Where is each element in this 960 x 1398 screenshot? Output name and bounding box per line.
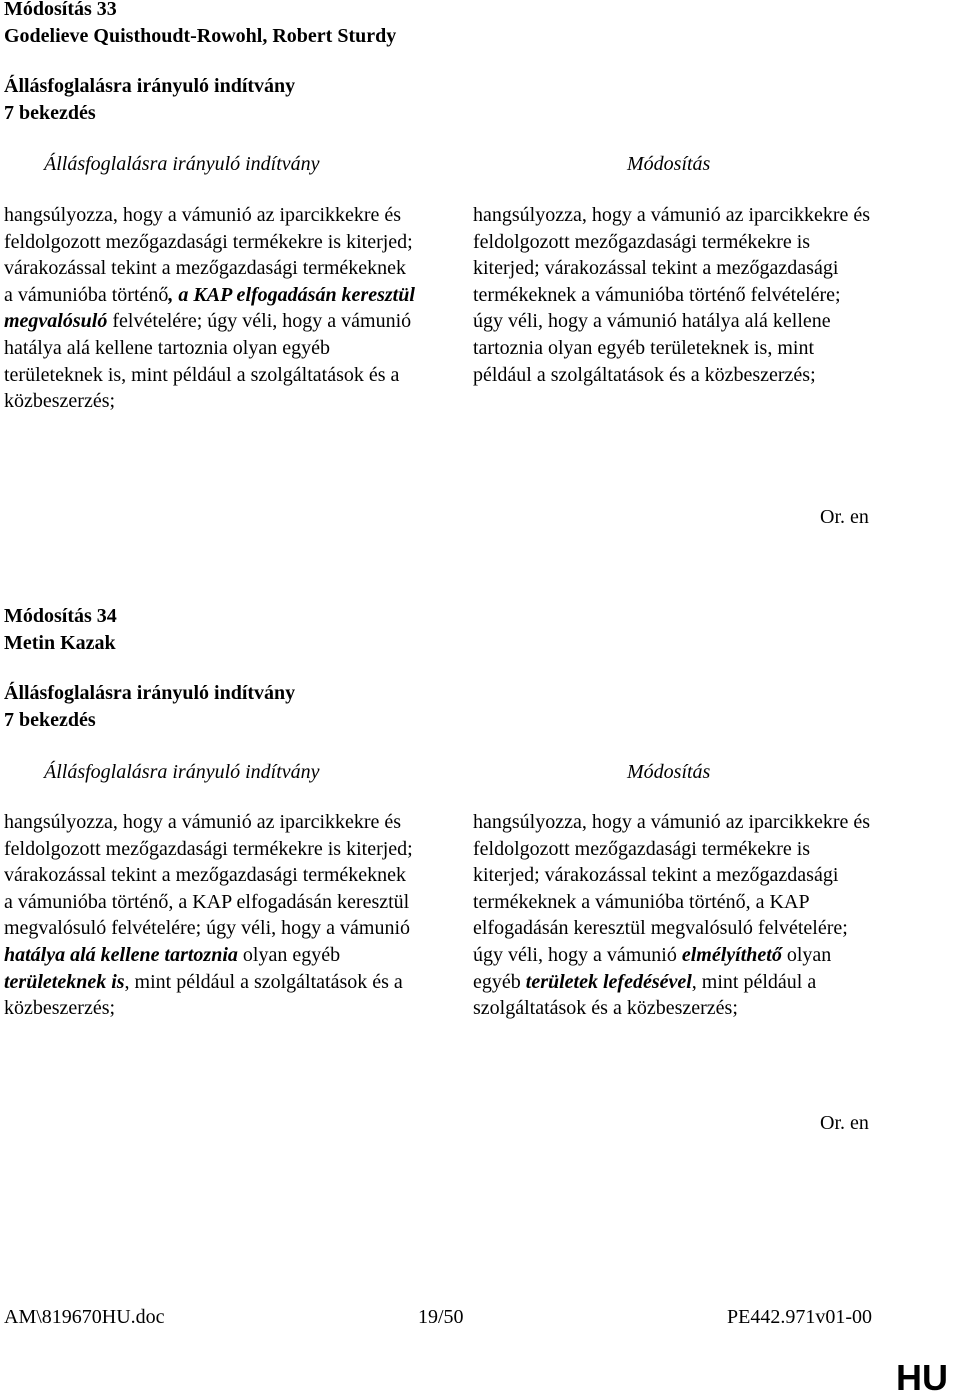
amendment-33-authors: Godelieve Quisthoudt-Rowohl, Robert Sturdy <box>4 25 397 47</box>
text-segment: , mint például a szolgáltatások és a közbeszerzés; <box>4 970 403 1020</box>
text-segment: , a KAP elfogadásán keresztül megvalósuló <box>4 283 415 333</box>
language-code: HU <box>896 1357 948 1398</box>
text-segment: hatálya alá kellene tartoznia <box>4 943 238 966</box>
amendment-34-number: Módosítás 34 <box>4 605 117 627</box>
text-segment: hangsúlyozza, hogy a vámunió az iparcikkekre és feldolgozott mezőgazdasági termékekre is kiterjed; várakozással tekint a mezőgazdasági termékeknek a vámunióba történő, a KAP elfogadásán keresztül megvalósuló felvételére; úgy véli, hogy a vámunió <box>473 811 871 966</box>
amendment-34-left-header: Állásfoglalásra irányuló indítvány <box>44 761 320 783</box>
amendment-34-original-text <box>4 809 416 1022</box>
text-segment: hangsúlyozza, hogy a vámunió az iparcikkekre és feldolgozott mezőgazdasági termékekre is kiterjed; várakozással tekint a mezőgazdasági termékeknek a vámunióba történő <box>4 204 413 306</box>
amendment-33-paragraph: 7 bekezdés <box>4 102 96 124</box>
amendment-34-original-language: Or. en <box>820 1112 869 1134</box>
text-segment: olyan egyéb <box>237 943 341 966</box>
amendment-33-right-header: Módosítás <box>627 153 711 175</box>
text-segment: területeknek is <box>4 970 125 993</box>
amendment-34-doc-type: Állásfoglalásra irányuló indítvány <box>4 682 296 704</box>
amendment-34-amended-text <box>473 809 875 1022</box>
text-segment: , mint például a szolgáltatások és a közbeszerzés; <box>473 970 817 1020</box>
text-segment: területek lefedésével <box>525 970 692 993</box>
amendment-33-doc-type: Állásfoglalásra irányuló indítvány <box>4 75 296 97</box>
text-segment: olyan egyéb <box>473 943 832 993</box>
amendment-34-paragraph: 7 bekezdés <box>4 709 96 731</box>
footer-page-number: 19/50 <box>418 1306 464 1328</box>
footer-pe-ref: PE442.971v01-00 <box>727 1306 872 1328</box>
text-segment: hangsúlyozza, hogy a vámunió az iparcikkekre és feldolgozott mezőgazdasági termékekre is kiterjed; várakozással tekint a mezőgazdasági termékeknek a vámunióba történő, a KAP elfogadásán keresztül megvalósuló felvételére; úgy véli, hogy a vámunió <box>4 811 413 940</box>
text-segment: hangsúlyozza, hogy a vámunió az iparcikkekre és feldolgozott mezőgazdasági termékekre is kiterjed; várakozással tekint a mezőgazdasági termékeknek a vámunióba történő felvételére; úgy véli, hogy a vámunió hatálya alá kellene tartoznia olyan egyéb területeknek is, mint például a szolgáltatások és a közbeszerzés; <box>473 204 871 386</box>
amendment-33-original-language: Or. en <box>820 506 869 528</box>
amendment-33-original-text <box>4 202 416 415</box>
amendment-34-authors: Metin Kazak <box>4 632 116 654</box>
amendment-33-amended-text <box>473 202 875 388</box>
footer-doc-ref: AM\819670HU.doc <box>4 1306 165 1328</box>
text-segment: felvételére; úgy véli, hogy a vámunió hatálya alá kellene tartoznia olyan egyéb területeknek is, mint például a szolgáltatások és a közbeszerzés; <box>4 310 412 413</box>
text-segment: elmélyíthető <box>681 943 782 966</box>
amendment-34-right-header: Módosítás <box>627 761 711 783</box>
amendment-33-number: Módosítás 33 <box>4 0 117 20</box>
amendment-33-left-header: Állásfoglalásra irányuló indítvány <box>44 153 320 175</box>
